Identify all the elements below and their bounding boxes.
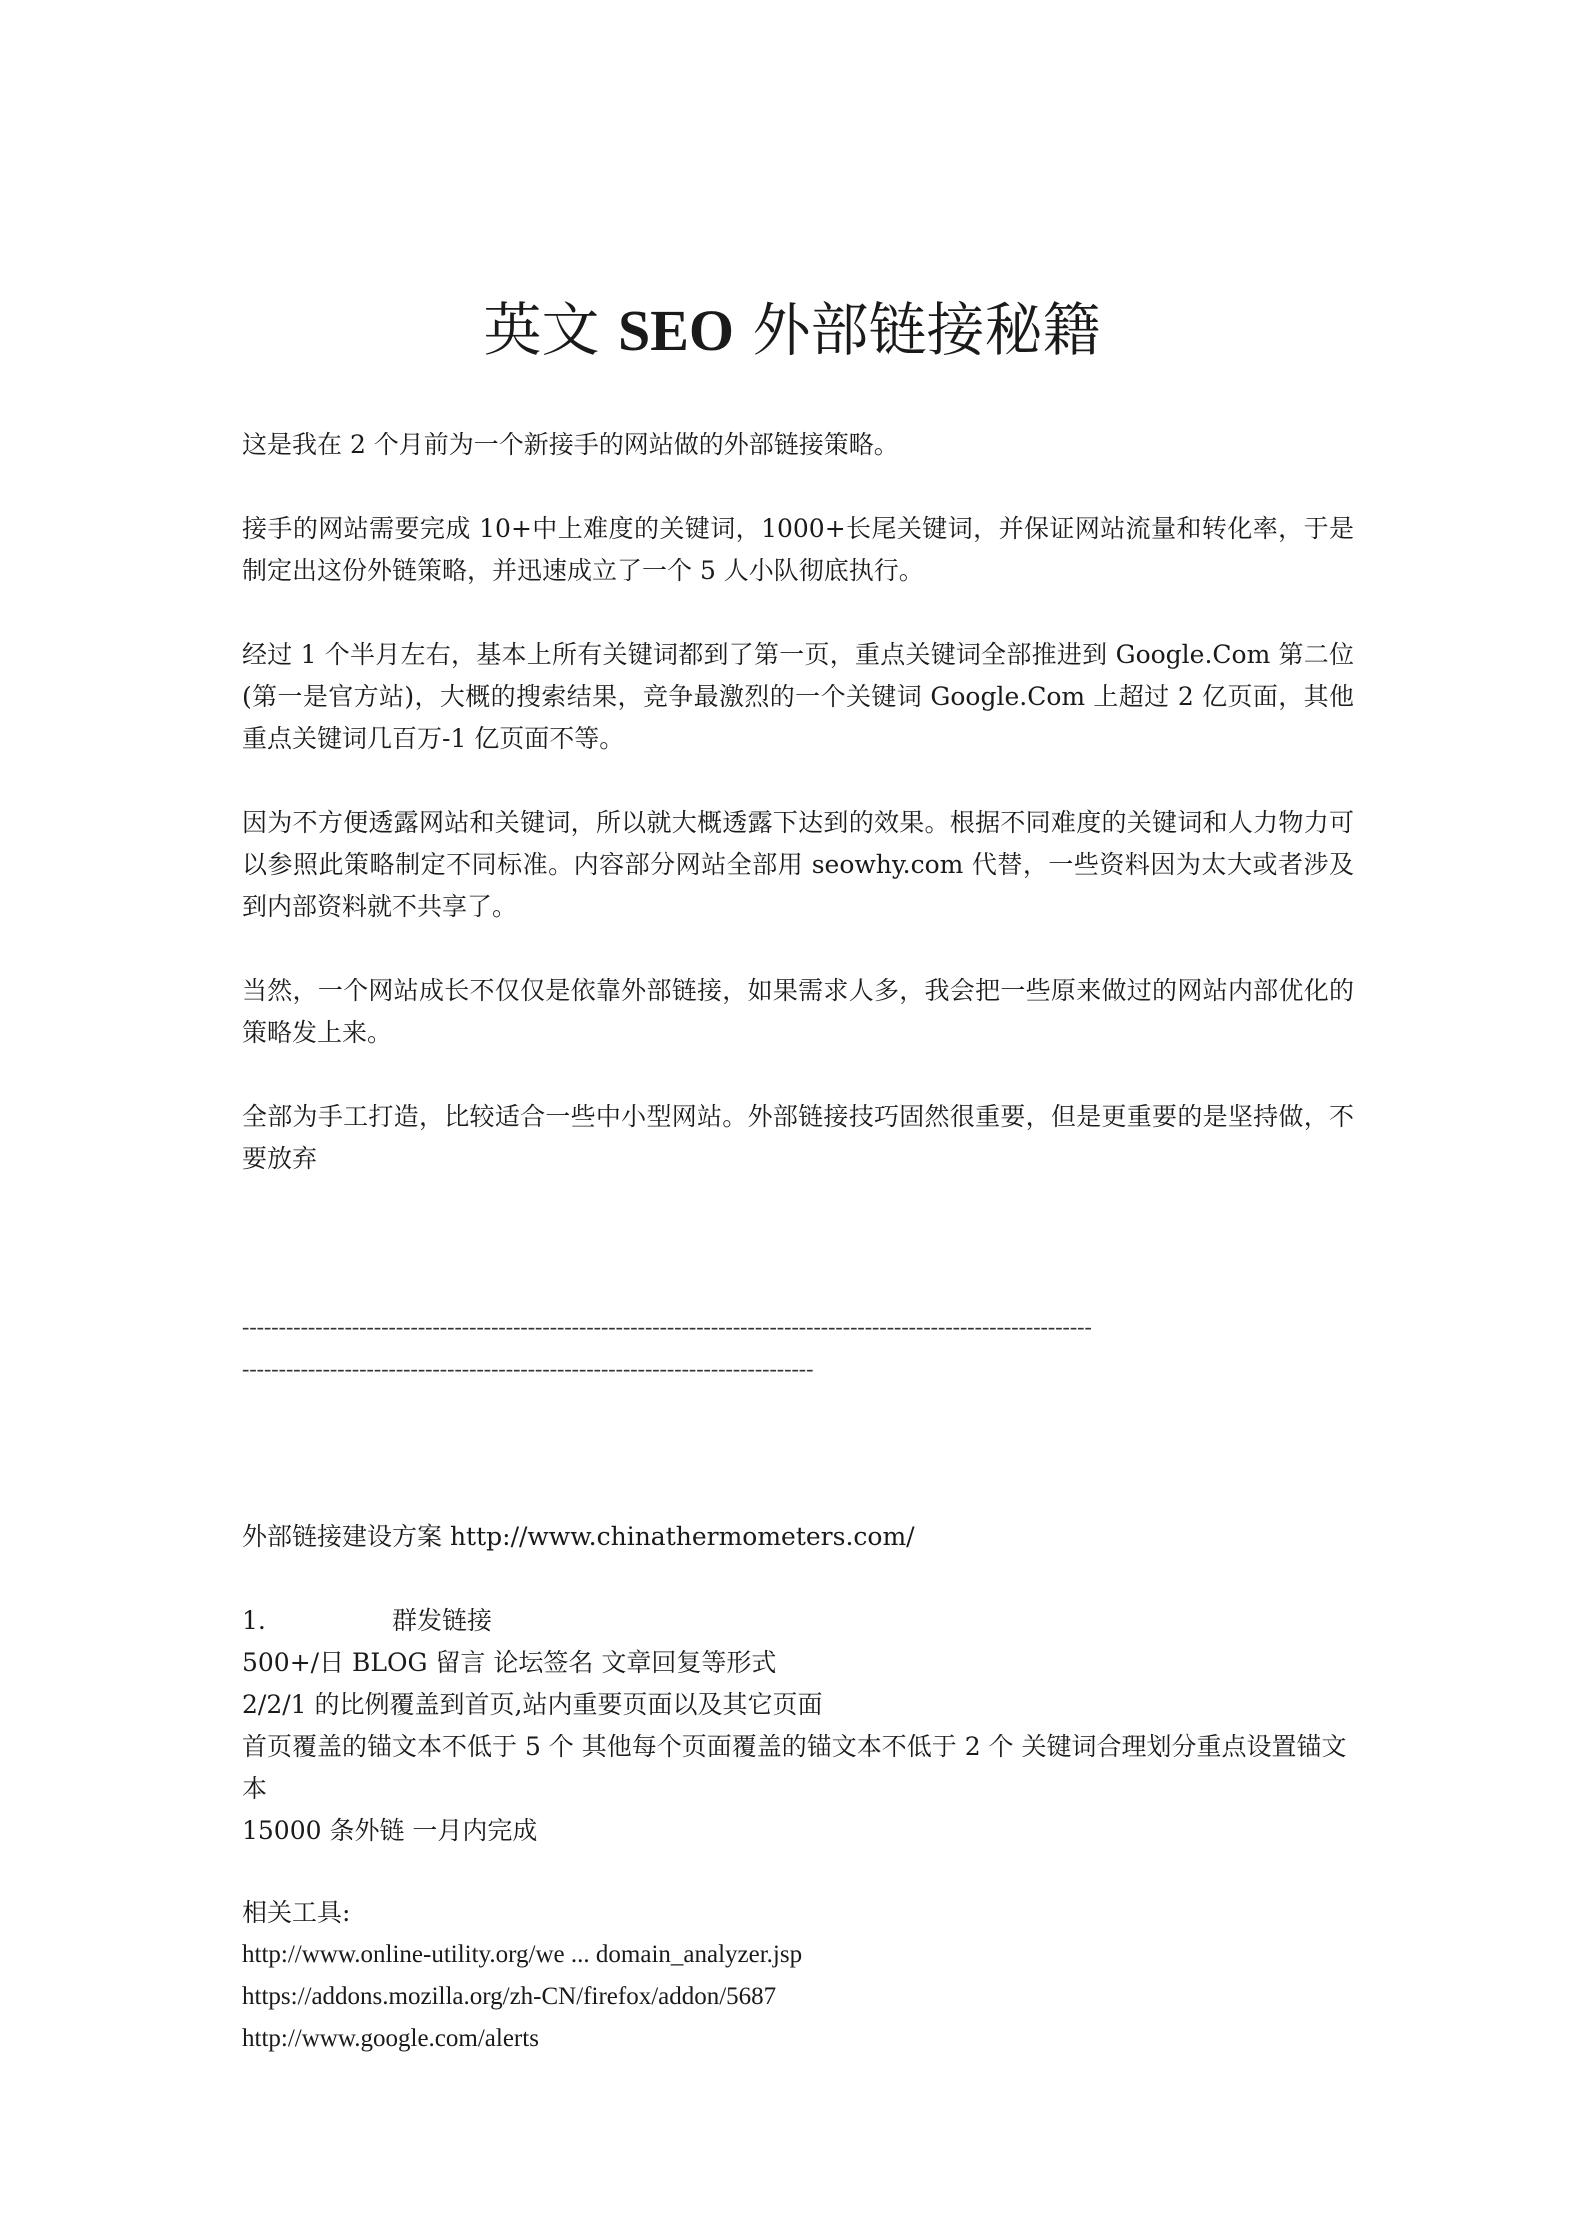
divider-line-1: -------------------------------------------------------------------------------------------------------------------- xyxy=(242,1314,1092,1339)
section-1 xyxy=(242,1600,1354,1852)
section-1-line-1: 500+/日 BLOG 留言 论坛签名 文章回复等形式 xyxy=(242,1648,777,1677)
section-1-line-2: 2/2/1 的比例覆盖到首页,站内重要页面以及其它页面 xyxy=(242,1690,823,1719)
intro-paragraph-1: 这是我在 2 个月前为一个新接手的网站做的外部链接策略。 xyxy=(242,430,899,459)
tools-label: 相关工具: xyxy=(242,1898,351,1927)
intro-paragraph-2: 接手的网站需要完成 10+中上难度的关键词，1000+长尾关键词，并保证网站流量和转化率，于是制定出这份外链策略，并迅速成立了一个 5 人小队彻底执行。 xyxy=(242,514,1354,585)
title-prefix: 英文 xyxy=(483,296,618,364)
section-1-line-3: 首页覆盖的锚文本不低于 5 个 其他每个页面覆盖的锚文本不低于 2 个 关键词合理划分重点设置锚文本 xyxy=(242,1732,1347,1803)
intro-paragraph-5: 当然，一个网站成长不仅仅是依靠外部链接，如果需求人多，我会把一些原来做过的网站内部优化的策略发上来。 xyxy=(242,976,1354,1047)
title-seo: SEO xyxy=(617,298,735,363)
title-suffix: 外部链接秘籍 xyxy=(734,296,1101,364)
section-1-heading xyxy=(242,1600,1354,1642)
plan-heading: 外部链接建设方案 http://www.chinathermometers.com/ xyxy=(242,1522,915,1551)
tool-link-1[interactable]: http://www.online-utility.org/we ... domain_analyzer.jsp xyxy=(242,1941,803,1968)
section-1-title: 群发链接 xyxy=(392,1606,493,1635)
tool-link-2[interactable]: https://addons.mozilla.org/zh-CN/firefox/addon/5687 xyxy=(242,1983,777,2010)
intro-paragraph-3: 经过 1 个半月左右，基本上所有关键词都到了第一页，重点关键词全部推进到 Google.Com 第二位(第一是官方站)，大概的搜索结果，竞争最激烈的一个关键词 Google.Com 上超过 2 亿页面，其他重点关键词几百万-1 亿页面不等。 xyxy=(242,640,1354,753)
divider-line-2: ------------------------------------------------------------------------------ xyxy=(242,1356,814,1381)
section-1-line-4: 15000 条外链 一月内完成 xyxy=(242,1816,538,1845)
intro-paragraph-6: 全部为手工打造，比较适合一些中小型网站。外部链接技巧固然很重要，但是更重要的是坚持做，不要放弃 xyxy=(242,1102,1354,1173)
intro-paragraph-4: 因为不方便透露网站和关键词，所以就大概透露下达到的效果。根据不同难度的关键词和人力物力可以参照此策略制定不同标准。内容部分网站全部用 seowhy.com 代替，一些资料因为太大或者涉及到内部资料就不共享了。 xyxy=(242,808,1354,921)
tool-link-3[interactable]: http://www.google.com/alerts xyxy=(242,2025,539,2052)
document-title xyxy=(0,290,1584,371)
tools-section xyxy=(242,1892,1354,2060)
section-1-number: 1. xyxy=(242,1606,266,1635)
